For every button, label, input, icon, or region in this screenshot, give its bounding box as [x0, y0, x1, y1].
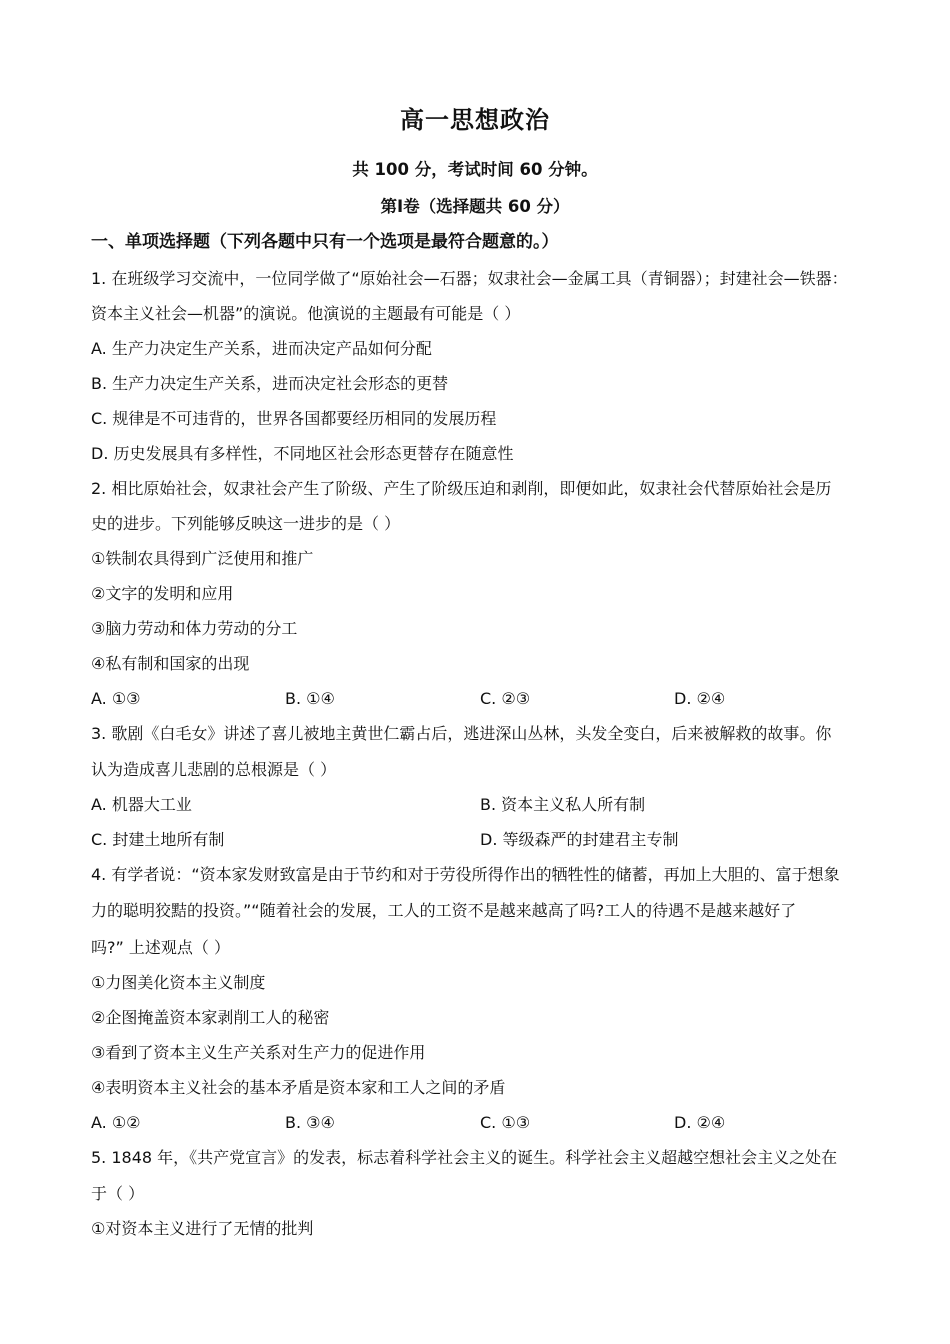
- question-2-item: ③脑力劳动和体力劳动的分工: [91, 619, 298, 638]
- question-1-stem: 资本主义社会—机器”的演说。他演说的主题最有可能是（ ）: [91, 304, 521, 323]
- question-1-stem: 1. 在班级学习交流中，一位同学做了“原始社会—石器；奴隶社会—金属工具（青铜器）；封建社会—铁器：: [91, 269, 848, 288]
- question-4-stem: 4. 有学者说：“资本家发财致富是由于节约和对于劳役所得作出的牺牲性的储蓄，再加上大胆的、富于想象: [91, 865, 840, 884]
- section-heading: 一、单项选择题（下列各题中只有一个选项是最符合题意的。）: [91, 232, 559, 252]
- score-info: 共 100 分，考试时间 60 分钟。: [352, 160, 598, 179]
- question-4-option-c: C. ①③: [480, 1113, 531, 1132]
- question-2-stem: 2. 相比原始社会，奴隶社会产生了阶级、产生了阶级压迫和剥削，即便如此，奴隶社会代替原始社会是历: [91, 479, 832, 498]
- question-3-option-b: B. 资本主义私人所有制: [480, 795, 646, 814]
- question-3-option-d: D. 等级森严的封建君主专制: [480, 830, 679, 849]
- question-3-stem: 认为造成喜儿悲剧的总根源是（ ）: [91, 760, 337, 779]
- question-2-item: ②文字的发明和应用: [91, 584, 234, 603]
- question-5-item: ①对资本主义进行了无情的批判: [91, 1219, 314, 1238]
- question-4-stem: 吗?” 上述观点（ ）: [91, 938, 230, 957]
- question-5-stem: 5. 1848 年，《共产党宣言》的发表，标志着科学社会主义的诞生。科学社会主义超越空想社会主义之处在: [91, 1148, 838, 1167]
- question-4-option-b: B. ③④: [285, 1113, 335, 1132]
- question-3-option-a: A. 机器大工业: [91, 795, 192, 814]
- question-4-stem: 力的聪明狡黠的投资。”“随着社会的发展，工人的工资不是越来越高了吗?工人的待遇不是越来越好了: [91, 901, 797, 920]
- question-2-item: ①铁制农具得到广泛使用和推广: [91, 549, 314, 568]
- question-4-item: ④表明资本主义社会的基本矛盾是资本家和工人之间的矛盾: [91, 1078, 506, 1097]
- question-1-option-c: C. 规律是不可违背的，世界各国都要经历相同的发展历程: [91, 409, 497, 428]
- question-2-option-d: D. ②④: [674, 689, 726, 708]
- question-2-stem: 史的进步。下列能够反映这一进步的是（ ）: [91, 514, 401, 533]
- question-4-item: ①力图美化资本主义制度: [91, 973, 266, 992]
- question-3-stem: 3. 歌剧《白毛女》讲述了喜儿被地主黄世仁霸占后，逃进深山丛林，头发全变白，后来被解救的故事。你: [91, 724, 832, 743]
- question-5-stem: 于（ ）: [91, 1184, 145, 1203]
- question-3-option-c: C. 封建土地所有制: [91, 830, 225, 849]
- question-4-item: ②企图掩盖资本家剥削工人的秘密: [91, 1008, 330, 1027]
- question-2-item: ④私有制和国家的出现: [91, 654, 250, 673]
- question-1-option-d: D. 历史发展具有多样性，不同地区社会形态更替存在随意性: [91, 444, 514, 463]
- question-2-option-c: C. ②③: [480, 689, 531, 708]
- question-2-option-b: B. ①④: [285, 689, 335, 708]
- question-2-option-a: A. ①③: [91, 689, 141, 708]
- question-1-option-a: A. 生产力决定生产关系，进而决定产品如何分配: [91, 339, 432, 358]
- question-4-option-a: A. ①②: [91, 1113, 141, 1132]
- question-4-item: ③看到了资本主义生产关系对生产力的促进作用: [91, 1043, 426, 1062]
- volume-heading: 第Ⅰ卷（选择题共 60 分）: [380, 197, 570, 216]
- question-4-option-d: D. ②④: [674, 1113, 726, 1132]
- page-title: 高一思想政治: [400, 106, 550, 134]
- question-1-option-b: B. 生产力决定生产关系，进而决定社会形态的更替: [91, 374, 449, 393]
